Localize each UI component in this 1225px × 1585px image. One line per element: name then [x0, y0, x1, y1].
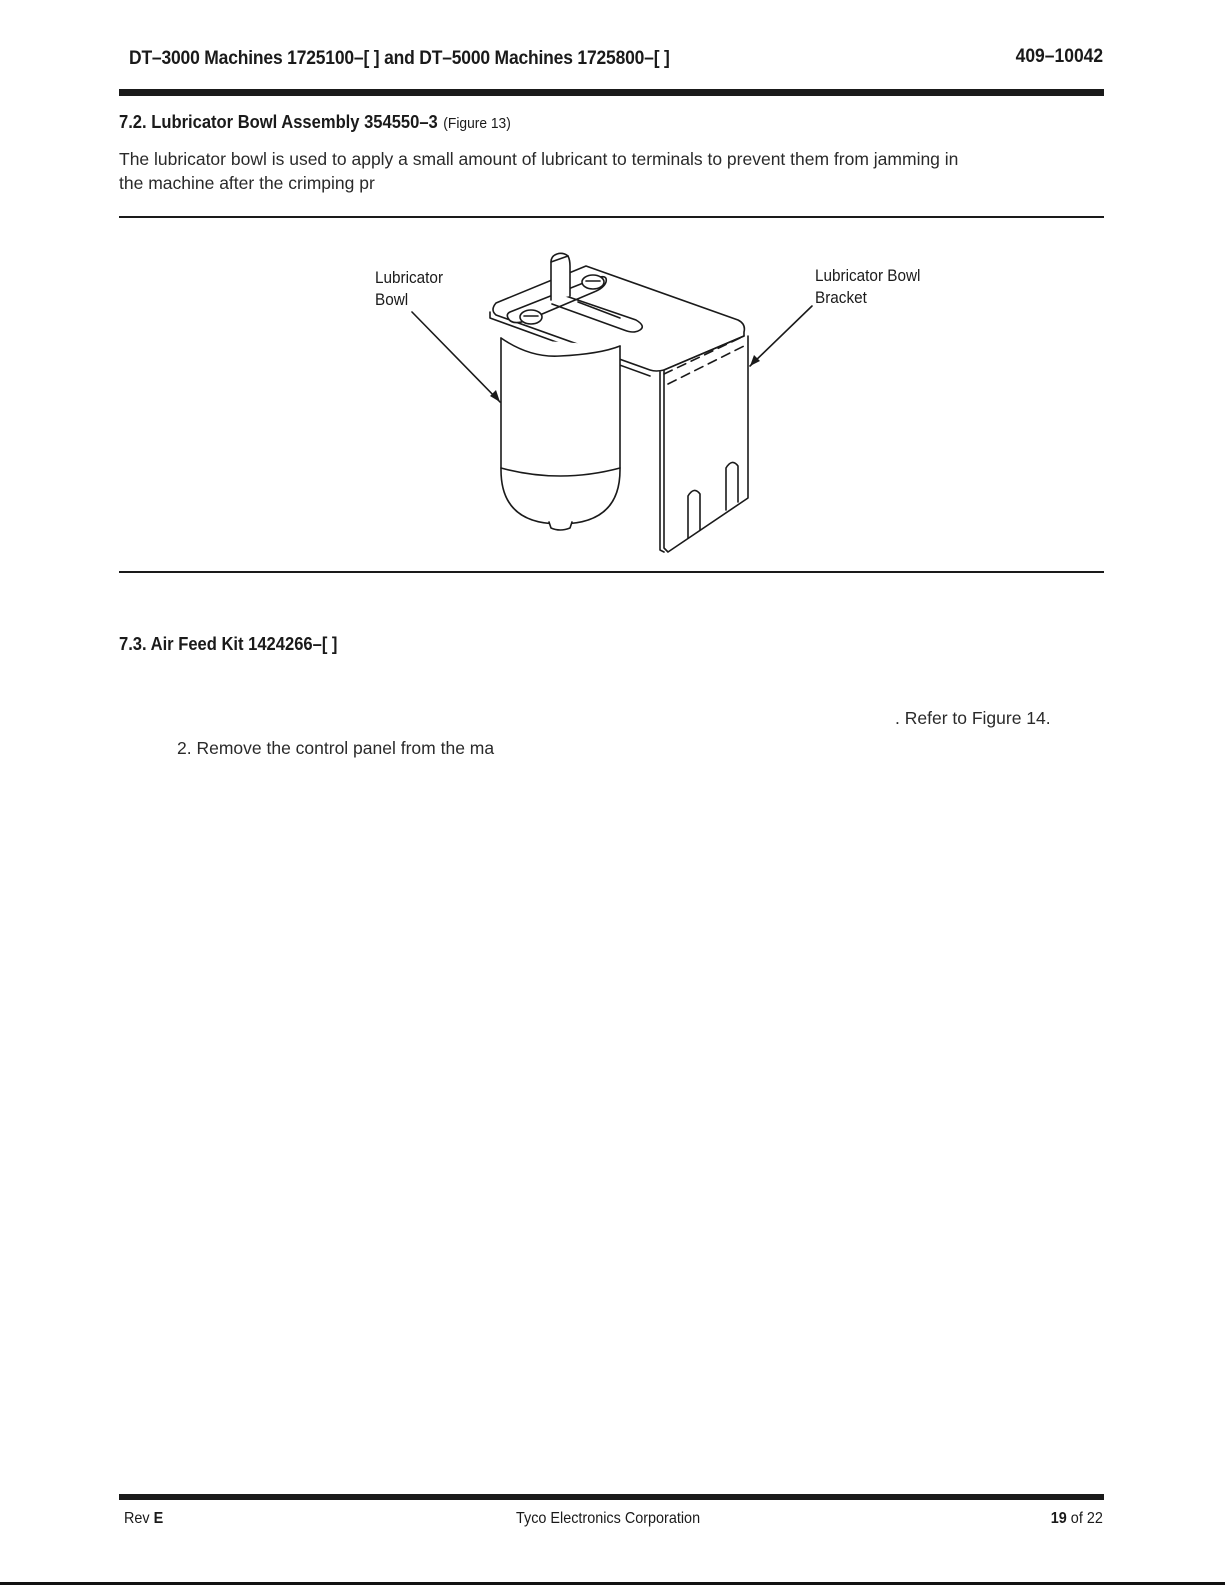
- callout-lubricator-bowl: [375, 267, 443, 311]
- document-number: 409–10042: [1015, 46, 1103, 67]
- section-7-3-heading: 7.3. Air Feed Kit 1424266–[ ]: [119, 634, 338, 654]
- rev-label: Rev: [124, 1510, 150, 1527]
- company-name: Tyco Electronics Corporation: [516, 1510, 701, 1527]
- section-7-2-paragraph-line-1: The lubricator bowl is used to apply a small amount of lubricant to terminals to prevent them from jamming in: [119, 149, 959, 169]
- section-7-3-step-2: 2. Remove the control panel from the ma: [177, 738, 495, 758]
- section-7-2-paragraph-line-2: the machine after the crimping pr: [119, 173, 375, 193]
- figure-13-reference: (Figure 13): [443, 115, 511, 132]
- callout-bracket-line-2: Bracket: [815, 288, 867, 307]
- callout-lubricator-bowl-bracket: [815, 265, 920, 309]
- callout-lubricator-bowl-line-2: Bowl: [375, 290, 409, 309]
- footer-rule: [119, 1494, 1104, 1500]
- callout-lubricator-bowl-line-1: Lubricator: [375, 268, 444, 287]
- page-total: of 22: [1070, 1510, 1103, 1527]
- page-header-title: DT–3000 Machines 1725100–[ ] and DT–5000 Machines 1725800–[ ]: [129, 48, 670, 69]
- figure-bottom-rule: [119, 571, 1104, 573]
- rev-value: E: [153, 1510, 164, 1527]
- page-current: 19: [1050, 1510, 1067, 1527]
- section-7-3-step-1-fragment: . Refer to Figure 14.: [895, 708, 1051, 728]
- section-7-2-heading-text: 7.2. Lubricator Bowl Assembly 354550–3: [119, 112, 438, 132]
- callout-bracket-line-1: Lubricator Bowl: [815, 266, 921, 285]
- revision-label: [124, 1510, 163, 1528]
- page-number: [1051, 1510, 1103, 1528]
